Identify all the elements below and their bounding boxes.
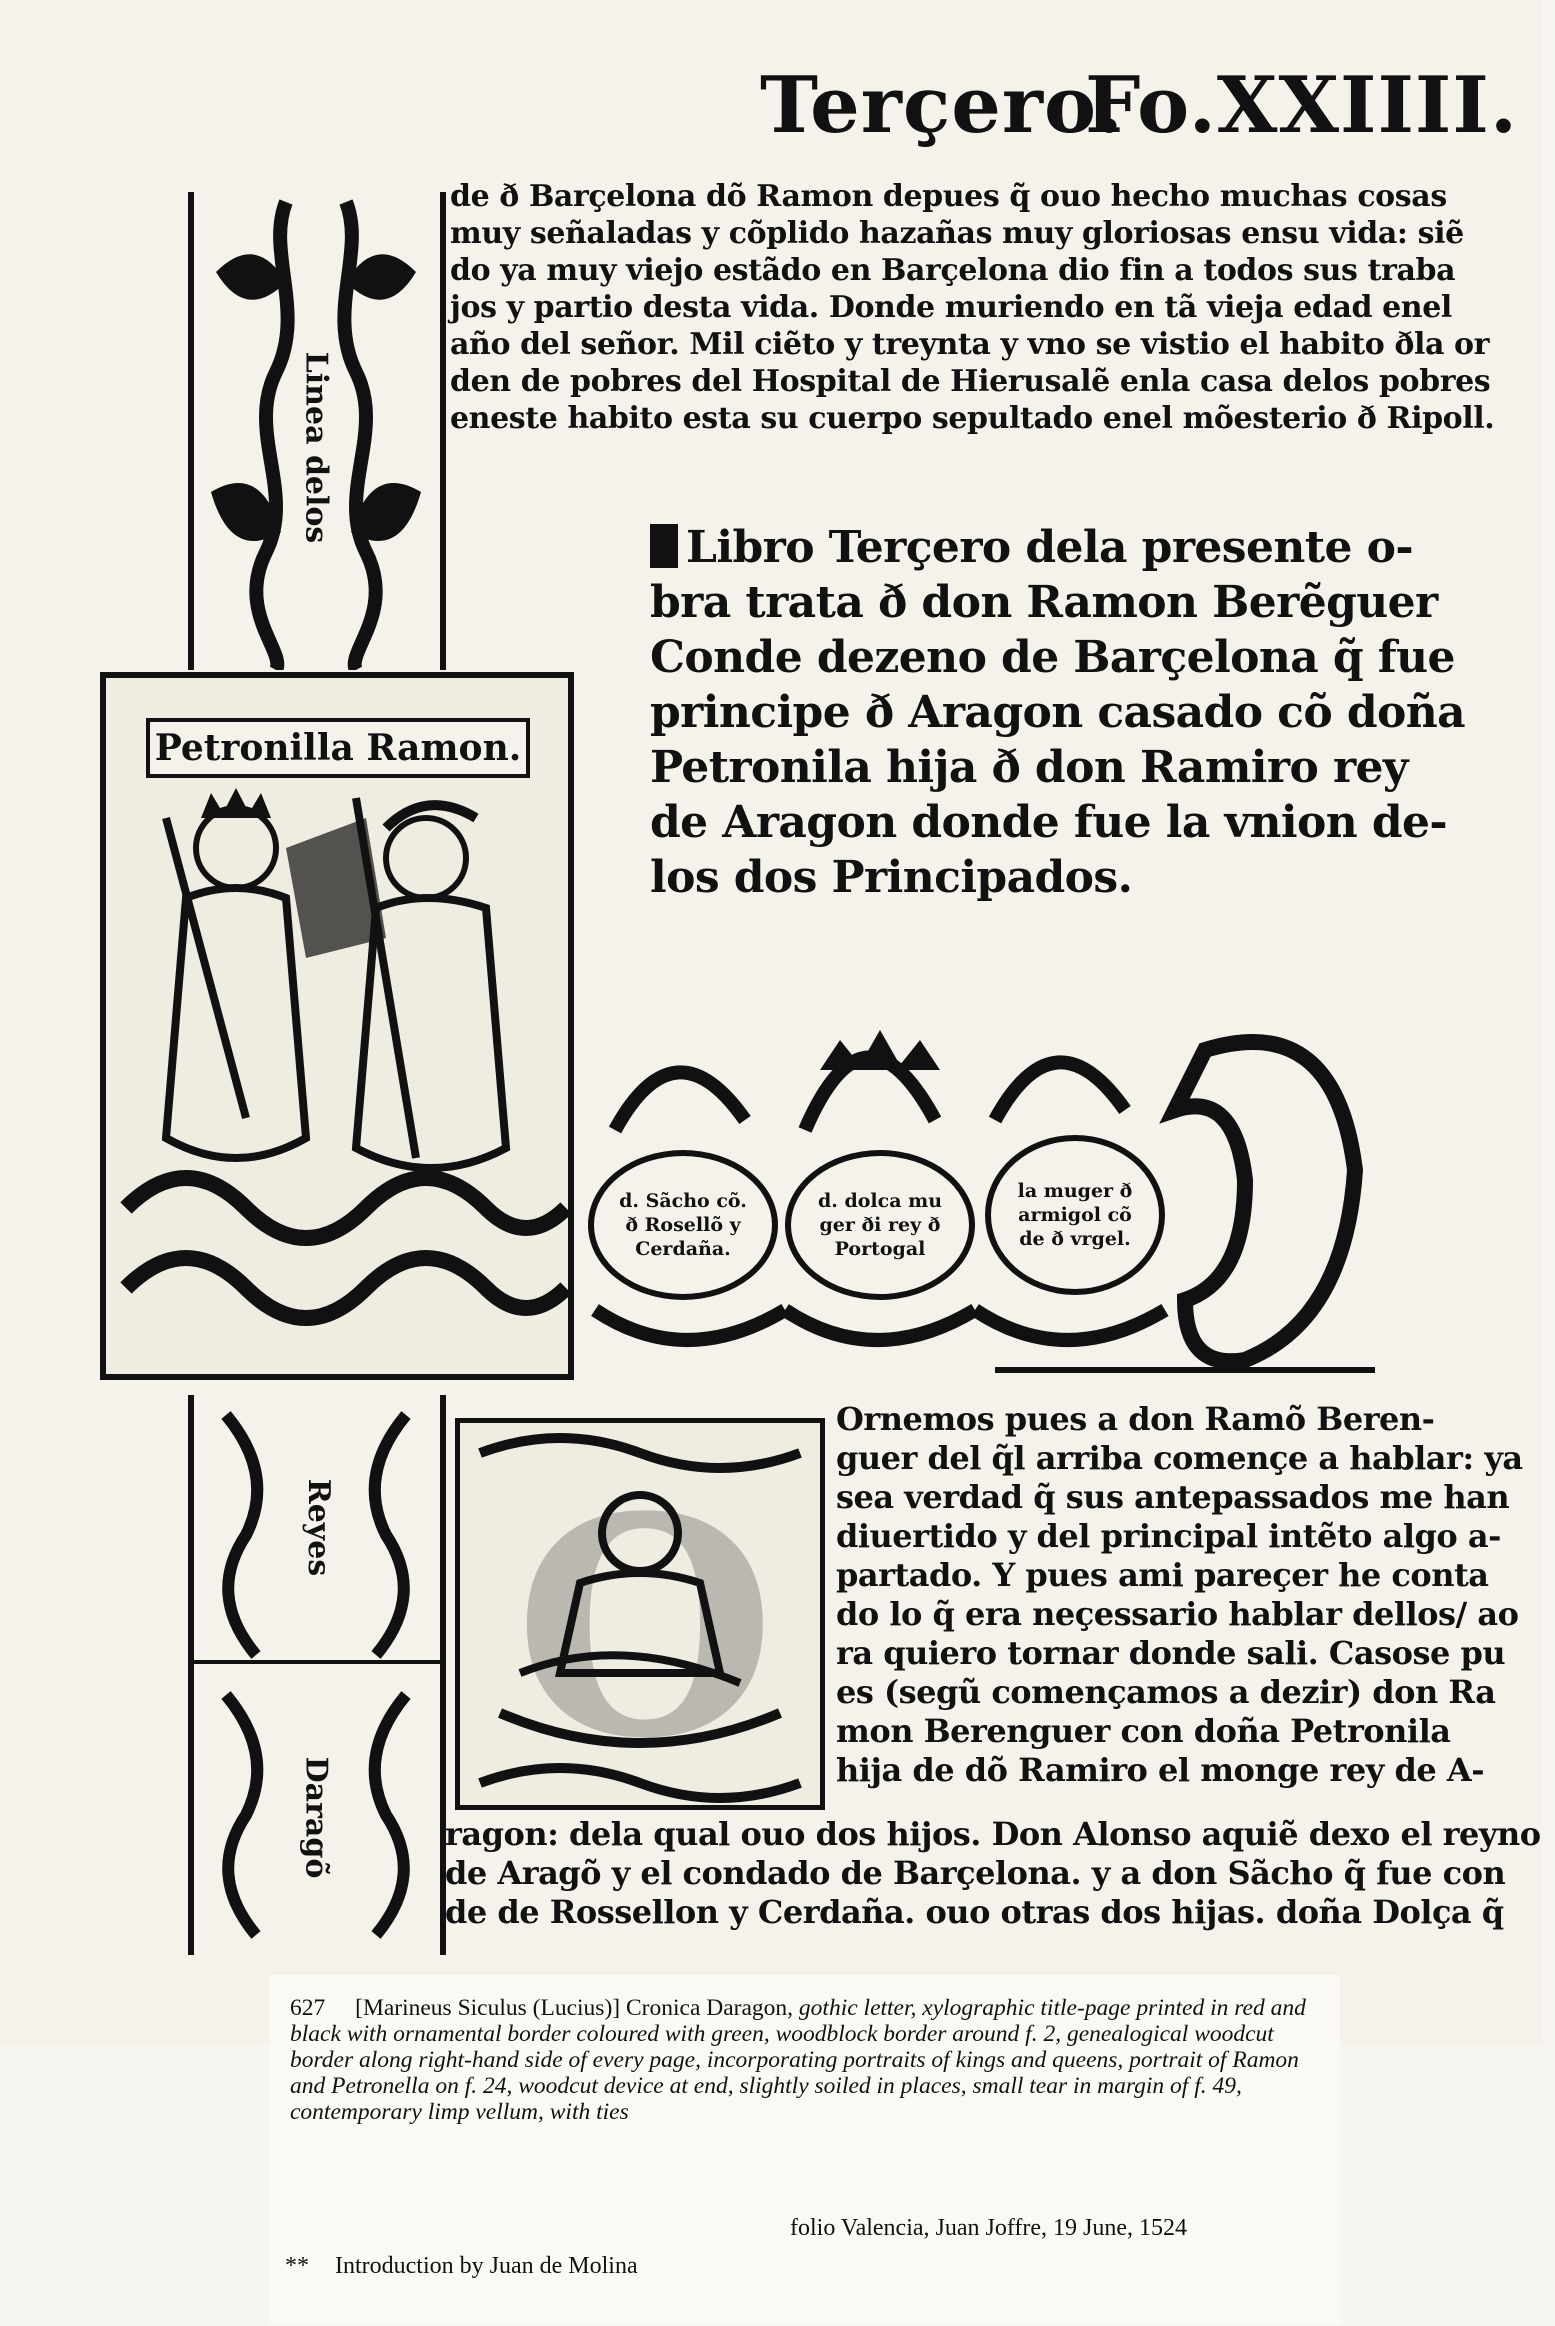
medallion-line: ð Rosellõ y <box>625 1214 741 1236</box>
running-header <box>740 60 1519 170</box>
border-label-middle: Reyes <box>301 1478 337 1577</box>
initial-letter: O <box>514 1451 776 1804</box>
caption-imprint: folio Valencia, Juan Joffre, 19 June, 1524 <box>790 2215 1188 2241</box>
text-line: sea verdad q̃ sus antepassados me han <box>836 1478 1510 1516</box>
header-word: Terçero. <box>760 60 1124 151</box>
text-line: do ya muy viejo estãdo en Barçelona dio fin a todos sus traba <box>450 253 1456 288</box>
text-line: den de pobres del Hospital de Hierusalẽ enla casa delos pobres <box>450 364 1491 399</box>
text-line: de Aragõ y el condado de Barçelona. y a don Sãcho q̃ fue con <box>445 1854 1506 1892</box>
text-line: Ornemos pues a don Ramõ Beren- <box>836 1400 1435 1438</box>
paragraph-initial <box>836 1400 1523 1790</box>
border-label-upper: Linea delos <box>298 351 334 544</box>
pilcrow-mark <box>650 524 678 568</box>
decorated-initial <box>455 1418 825 1810</box>
portrait-label: Petronilla Ramon. <box>146 718 530 778</box>
medallion-line: ger ði rey ð <box>819 1214 941 1236</box>
catalogue-caption <box>270 1975 1340 2325</box>
king-queen-figures <box>106 788 568 1378</box>
chapter-heading <box>650 520 1465 905</box>
text-line: hija de dõ Ramiro el monge rey de A- <box>836 1751 1484 1789</box>
medallion-foliage <box>575 1010 1375 1380</box>
heading-line: Libro Terçero dela presente o- <box>686 522 1414 573</box>
caption-title: Cronica Daragon, <box>625 1995 794 2021</box>
text-line: año del señor. Mil ciẽto y treynta y vno se vistio el habito ðla or <box>450 327 1490 362</box>
initial-woodcut-art <box>460 1423 820 1805</box>
text-line: mon Berenguer con doña Petronila <box>836 1712 1451 1750</box>
heading-line: los dos Principados. <box>650 852 1133 903</box>
text-line: eneste habito esta su cuerpo sepultado enel mõesterio ð Ripoll. <box>450 401 1495 436</box>
medallion-line: armigol cõ <box>1018 1204 1132 1226</box>
text-line: diuertido y del principal intẽto algo a- <box>836 1517 1501 1555</box>
intro-text: Introduction by Juan de Molina <box>335 2253 638 2279</box>
folio-number: Fo.XXIIII. <box>1085 60 1519 151</box>
medallion-line: la muger ð <box>1017 1180 1133 1202</box>
border-rule <box>188 192 194 670</box>
medallion-line: Cerdaña. <box>635 1238 731 1260</box>
text-line: es (segũ començamos a dezir) don Ra <box>836 1673 1496 1711</box>
paragraph-bottom <box>445 1815 1541 1932</box>
heading-line: Petronila hija ð don Ramiro rey <box>650 742 1408 793</box>
medallion-line: de ð vrgel. <box>1019 1228 1131 1250</box>
caption-intro <box>285 2253 638 2280</box>
text-line: do lo q̃ era neçessario hablar dellos/ ao <box>836 1595 1519 1633</box>
heading-line: bra trata ð don Ramon Berẽguer <box>650 577 1438 628</box>
text-line: ragon: dela qual ouo dos hijos. Don Alonso aquiẽ dexo el reyno <box>445 1815 1541 1853</box>
portrait-woodcut <box>100 672 574 1380</box>
intro-marker: ** <box>285 2253 309 2279</box>
caption-description: gothic letter, xylographic title-page printed in red and black with ornamental border coloured with green, woodblock border around f. 2, genealogical woodcut border along right-hand side of every page, incorporating portraits of kings and queens, portrait of Ramon and Petronella on f. 24, woodcut device at end, slightly soiled in places, small tear in margin of f. 49, contemporary limp vellum, with ties <box>290 1995 1306 2125</box>
border-rule <box>188 1395 194 1955</box>
caption-author: [Marineus Siculus (Lucius)] <box>355 1995 621 2021</box>
text-line: jos y partio desta vida. Donde muriendo en tã vieja edad enel <box>450 290 1452 325</box>
text-line: de ð Barçelona dõ Ramon depues q̃ ouo hecho muchas cosas <box>450 179 1447 214</box>
heading-line: de Aragon donde fue la vnion de- <box>650 797 1448 848</box>
text-line: guer del q̃l arriba començe a hablar: ya <box>836 1439 1523 1477</box>
paragraph-top <box>450 178 1494 437</box>
border-rule <box>440 192 446 670</box>
text-line: partado. Y pues ami pareçer he conta <box>836 1556 1489 1594</box>
lot-number: 627 <box>290 1995 326 2021</box>
heading-line: principe ð Aragon casado cõ doña <box>650 687 1466 738</box>
text-line: ra quiero tornar donde sali. Casose pu <box>836 1634 1506 1672</box>
medallion-line: Portogal <box>834 1238 926 1260</box>
text-line: de de Rossellon y Cerdaña. ouo otras dos hijas. doña Dolça q̃ <box>445 1893 1504 1931</box>
caption-entry <box>290 1995 1330 2125</box>
medallion-line: d. Sãcho cõ. <box>619 1190 747 1212</box>
medallion-line: d. dolca mu <box>817 1190 943 1212</box>
text-line: muy señaladas y cõplido hazañas muy gloriosas ensu vida: siẽ <box>450 216 1464 251</box>
border-label-lower: Daragõ <box>298 1756 334 1879</box>
heading-line: Conde dezeno de Barçelona q̃ fue <box>650 632 1455 683</box>
